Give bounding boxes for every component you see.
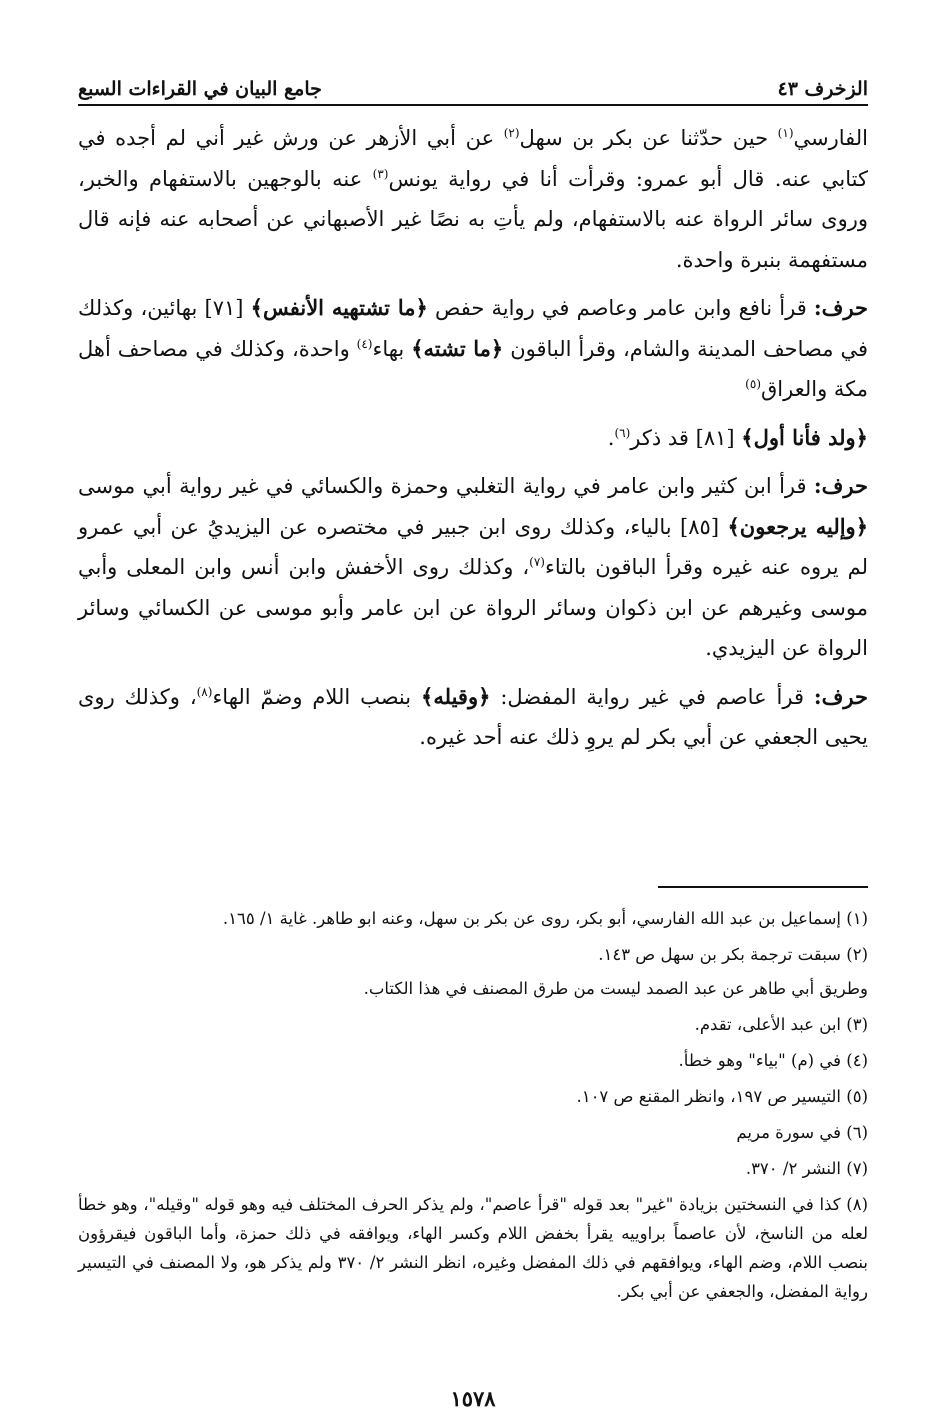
text-run: بنصب اللام وضمّ الهاء [212, 684, 422, 709]
text-run: قرأ نافع وابن عامر وعاصم في رواية حفص [427, 296, 814, 320]
footnote-6: (٦) في سورة مريم [736, 1123, 868, 1142]
book-page [78, 68, 869, 1411]
paragraph-5 [78, 677, 868, 758]
footnote-7: (٧) النشر ٢/ ٣٧٠. [745, 1159, 868, 1178]
text-run: قرأ عاصم في غير رواية المفضل: [490, 684, 814, 709]
footnotes [78, 904, 868, 1313]
text-run: عن أبي الأزهر عن ورش غير أني لم أجده في كتابي عنه. قال أبو عمرو: وقرأت أنا في رواية يونس [78, 126, 868, 191]
text-run: بهاء [372, 336, 412, 361]
quran-quote: ﴿ما تشته﴾ [411, 335, 504, 361]
harf-keyword: حرف: [813, 295, 869, 320]
text-run: حين حدّثنا عن بكر بن سهل [519, 126, 778, 150]
text-run: . [607, 425, 615, 450]
harf-keyword: حرف: [813, 473, 868, 498]
footnote-ref: (٦) [614, 425, 631, 440]
quran-quote: ﴿ما تشتهيه الأنفس﴾ [250, 295, 428, 320]
footnote-1: (١) إسماعيل بن عبد الله الفارسي، أبو بكر، روى عن بكر بن سهل، وعنه ابو طاهر. غاية ١/ ١٦٥. [222, 909, 868, 928]
quran-quote: ﴿وإليه يرجعون﴾ [727, 513, 868, 539]
running-header [78, 68, 868, 106]
header-book-title: جامع البيان في القراءات السبع [78, 78, 322, 100]
paragraph-1 [78, 118, 868, 280]
paragraph-4 [78, 466, 868, 669]
footnote-2-continuation: وطريق أبي طاهر عن عبد الصمد ليست من طرق المصنف في هذا الكتاب. [363, 979, 868, 998]
footnote-ref: (٣) [372, 166, 389, 181]
footnote-ref: (٢) [503, 126, 520, 140]
footnote-divider [658, 886, 868, 888]
text-run: ، وكذلك روى الأخفش وابن أنس وابن المعلى وأبي موسى وغيرهم عن ابن ذكوان وسائر الرواة عن ابن عامر وأبو موسى عن الكسائي وسائر الرواة عن اليزيدي. [78, 555, 868, 660]
footnote-ref: (١) [777, 126, 794, 140]
text-run: [٧١] بهائين، وكذلك في مصاحف المدينة والشام، وقرأ الباقون [78, 296, 869, 361]
footnote-5: (٥) التيسير ص ١٩٧، وانظر المقنع ص ١٠٧. [576, 1087, 868, 1106]
footnote-ref: (٥) [745, 377, 761, 391]
main-text [78, 118, 868, 758]
paragraph-3 [78, 418, 868, 459]
quran-quote: ﴿ولد فأنا أول﴾ [741, 424, 868, 450]
harf-keyword: حرف: [813, 683, 868, 709]
footnote-2: (٢) سبقت ترجمة بكر بن سهل ص ١٤٣. [598, 945, 868, 964]
text-run: الفارسي [793, 126, 868, 150]
text-run: [٨٥] بالياء، وكذلك روى ابن جبير في مختصره عن اليزيديُ عن أبي عمرو لم يروه عنه غيره وقرأ الباقون بالتاء [78, 514, 868, 579]
footnote-8: (٨) كذا في النسختين بزيادة "غير" بعد قوله "قرأ عاصم"، ولم يذكر الحرف المختلف فيه وهو قوله "وقيله"، وهو خطأ لعله من الناسخ، لأن عاصماً براوييه يقرأ بخفض اللام وكسر الهاء، ويوافقه في ذلك حمزة، وأما الباقون فيقرؤون بنصب اللام، وضم الهاء، ويوافقهم في ذلك المفضل وغيره، انظر النشر ٢/ ٣٧٠ ولم يذكر هو، ولا المصنف في التيسير رواية المفضل، والجعفي عن أبي بكر. [78, 1195, 868, 1301]
quran-quote: ﴿وقيله﴾ [421, 683, 491, 709]
header-surah: الزخرف ٤٣ [777, 78, 868, 100]
paragraph-2 [78, 288, 868, 410]
footnote-ref: (٤) [356, 336, 373, 351]
text-run: [٨١] قد ذكر [630, 425, 742, 450]
footnote-3: (٣) ابن عبد الأعلى، تقدم. [694, 1015, 868, 1034]
footnote-ref: (٧) [529, 555, 545, 569]
text-run: قرأ ابن كثير وابن عامر في رواية التغلبي وحمزة والكسائي في غير رواية أبي موسى [78, 474, 814, 498]
footnote-ref: (٨) [196, 684, 213, 699]
footnote-4: (٤) في (م) "بياء" وهو خطأ. [678, 1051, 868, 1070]
text-run: واحدة، وكذلك في مصاحف أهل مكة والعراق [78, 336, 868, 401]
text-run: ، وكذلك روى يحيى الجعفي عن أبي بكر لم يروِ ذلك عنه أحد غيره. [78, 684, 868, 749]
page-number: ١٥٧٨ [450, 1386, 496, 1411]
text-run: عنه بالوجهين بالاستفهام والخبر، وروى سائر الرواة عنه بالاستفهام، ولم يأتِ به نصًا غير الأصبهاني عن أصحابه عنه فإنه قال مستفهمة بنبرة واحدة. [78, 166, 868, 272]
